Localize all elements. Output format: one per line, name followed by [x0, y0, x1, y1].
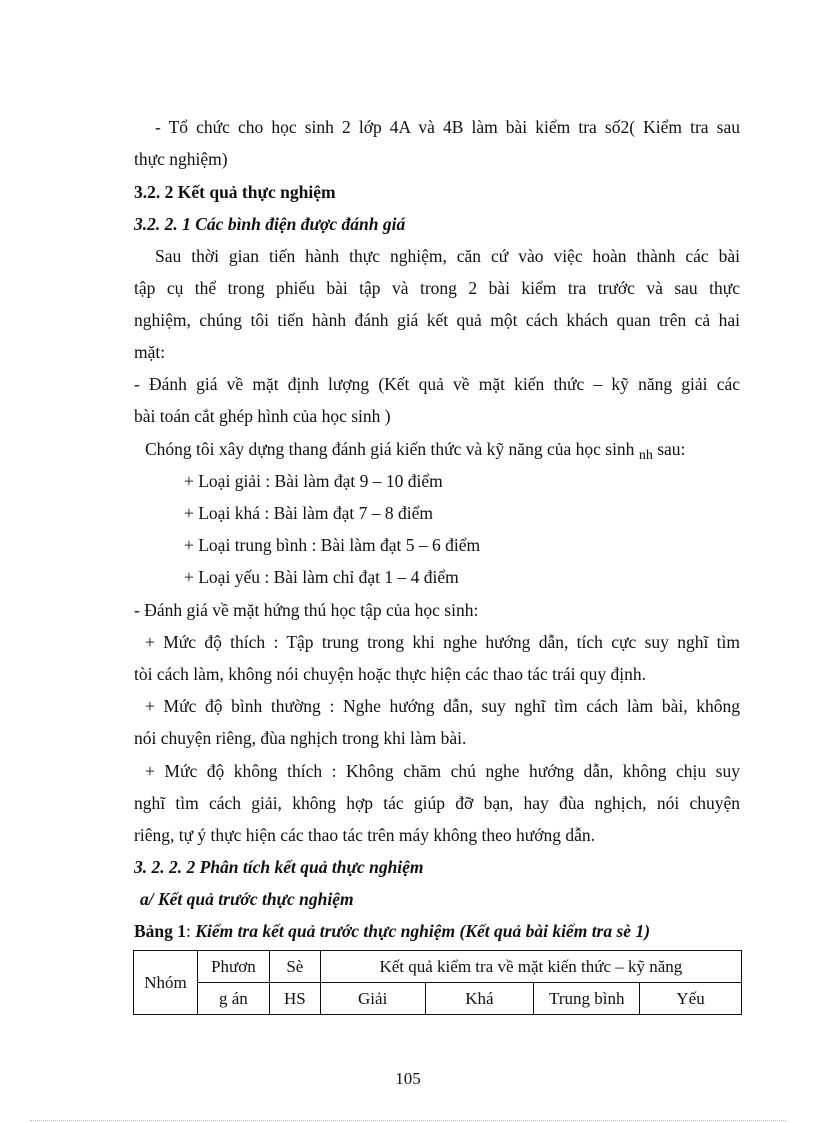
header-cell-result: Kết quả kiểm tra về mặt kiến thức – kỹ năng — [320, 951, 741, 983]
interest-item-binh-thuong: + Mức độ bình thường : Nghe hướng dẫn, suy nghĩ tìm cách làm bài, không — [145, 696, 740, 716]
paragraph-line: tập cụ thể trong phiếu bài tập và trong 2 bài kiểm tra trước và sau thực — [134, 278, 740, 298]
paragraph-line: thực nghiệm) — [134, 149, 228, 169]
grade-item-yeu: + Loại yếu : Bài làm chỉ đạt 1 – 4 điểm — [184, 567, 459, 587]
paragraph-line: Sau thời gian tiến hành thực nghiệm, căn cứ vào việc hoàn thành các bài — [155, 246, 740, 266]
header-cell-gioi: Giải — [320, 983, 425, 1015]
section-heading: 3.2. 2 Kết quả thực nghiệm — [134, 182, 336, 202]
paragraph-line: nói chuyện riêng, đùa nghịch trong khi làm bài. — [134, 728, 467, 748]
header-cell-method-top: Phươn — [197, 951, 269, 983]
header-cell-trung-binh: Trung bình — [534, 983, 640, 1015]
paragraph-line: - Tổ chức cho học sinh 2 lớp 4A và 4B làm bài kiểm tra số2( Kiểm tra sau — [155, 117, 740, 137]
paragraph-line: mặt: — [134, 342, 166, 362]
page-number: 105 — [395, 1069, 421, 1088]
table-caption-separator: : — [186, 921, 196, 941]
table-caption-title: Kiểm tra kết quả trước thực nghiệm (Kết quả bài kiểm tra sè 1) — [195, 921, 651, 941]
grade-item-trung-binh: + Loại trung bình : Bài làm đạt 5 – 6 điểm — [184, 535, 481, 555]
paragraph-line: bài toán cắt ghép hình của học sinh ) — [134, 406, 391, 426]
header-cell-kha: Khá — [425, 983, 534, 1015]
table-subheader-row — [134, 983, 742, 1015]
subsection-heading: 3. 2. 2. 2 Phân tích kết quả thực nghiệm — [134, 857, 424, 877]
subsection-heading: 3.2. 2. 1 Các bình điện được đánh giá — [134, 214, 406, 234]
table-header-row — [134, 951, 742, 983]
interest-item-thich: + Mức độ thích : Tập trung trong khi nghe hướng dẫn, tích cực suy nghĩ tìm — [145, 632, 740, 652]
paragraph-line: - Đánh giá về mặt định lượng (Kết quả về mặt kiến thức – kỹ năng giải các — [134, 374, 740, 394]
header-cell-count-bottom: HS — [269, 983, 320, 1015]
scale-intro-end: sau: — [657, 439, 686, 459]
interest-item-khong-thich: + Mức độ không thích : Không chăm chú nghe hướng dẫn, không chịu suy — [145, 761, 740, 781]
paragraph-line: nghiệm, chúng tôi tiến hành đánh giá kết quả một cách khách quan trên cả hai — [134, 310, 740, 330]
results-table — [133, 950, 742, 1015]
page-bottom-rule — [30, 1120, 786, 1121]
header-cell-method-bottom: g án — [197, 983, 269, 1015]
scale-intro-line — [145, 438, 740, 463]
scale-intro-subscript: nh — [638, 448, 653, 463]
table-caption-label: Bảng 1 — [134, 921, 187, 941]
header-cell-yeu: Yếu — [640, 983, 742, 1015]
header-cell-count-top: Sè — [269, 951, 320, 983]
paragraph-line: nghĩ tìm cách giải, không hợp tác giúp đỡ bạn, hay đùa nghịch, nói chuyện — [134, 793, 740, 813]
paragraph-line: - Đánh giá về mặt hứng thú học tập của học sinh: — [134, 600, 479, 620]
header-cell-group: Nhóm — [134, 951, 198, 1015]
subsection-heading: a/ Kết quả trước thực nghiệm — [140, 889, 354, 909]
paragraph-line: tòi cách làm, không nói chuyện hoặc thực hiện các thao tác trái quy định. — [134, 664, 646, 684]
grade-item-gioi: + Loại giải : Bài làm đạt 9 – 10 điểm — [184, 471, 443, 491]
table-caption — [134, 920, 740, 942]
scale-intro-text: Chóng tôi xây dựng thang đánh giá kiến thức và kỹ năng của học sinh — [145, 439, 635, 459]
grade-item-kha: + Loại khá : Bài làm đạt 7 – 8 điểm — [184, 503, 433, 523]
paragraph-line: riêng, tự ý thực hiện các thao tác trên máy không theo hướng dẫn. — [134, 825, 595, 845]
